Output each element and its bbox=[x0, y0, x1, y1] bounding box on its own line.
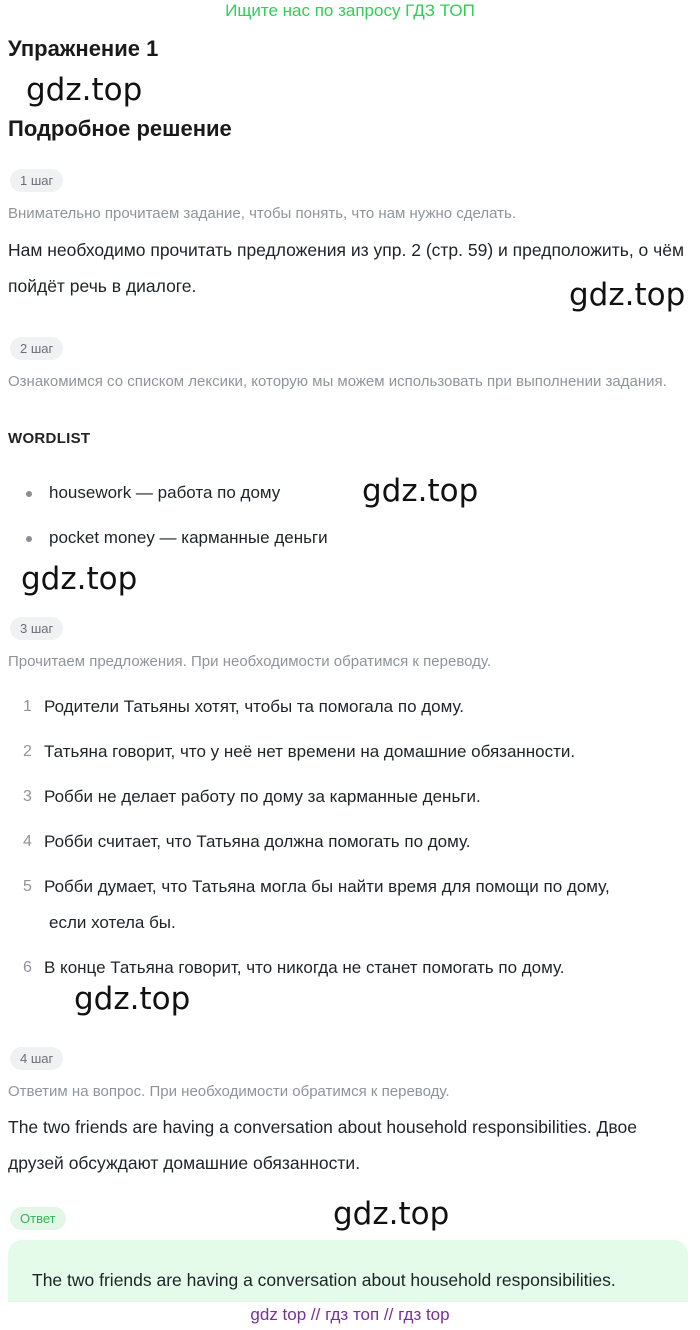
footer-links: gdz top // гдз топ // гдз top bbox=[0, 1302, 700, 1330]
watermark: gdz.top bbox=[26, 72, 143, 108]
watermark: gdz.top bbox=[74, 981, 191, 1017]
step-4-badge: 4 шаг bbox=[10, 1047, 63, 1070]
search-banner: Ищите нас по запросу ГДЗ ТОП bbox=[225, 1, 475, 20]
list-number: 4 bbox=[23, 833, 32, 850]
list-number: 3 bbox=[23, 788, 32, 805]
list-item: Робби считает, что Татьяна должна помогать по дому. bbox=[44, 832, 471, 851]
list-number: 5 bbox=[23, 878, 32, 895]
wordlist-item: pocket money — карманные деньги bbox=[49, 528, 328, 547]
watermark: gdz.top bbox=[21, 561, 138, 597]
step-3-badge: 3 шаг bbox=[10, 617, 63, 640]
list-item-continuation: если хотела бы. bbox=[49, 913, 176, 932]
step-4-hint: Ответим на вопрос. При необходимости обратимся к переводу. bbox=[8, 1083, 450, 1100]
step-4-text: The two friends are having a conversation about household responsibilities. Двое друзей обсуждают домашние обязанности. bbox=[8, 1117, 637, 1173]
step-1-hint: Внимательно прочитаем задание, чтобы понять, что нам нужно сделать. bbox=[8, 205, 517, 222]
list-number: 2 bbox=[23, 743, 32, 760]
step-1-badge: 1 шаг bbox=[10, 169, 63, 192]
step-3-hint: Прочитаем предложения. При необходимости обратимся к переводу. bbox=[8, 653, 492, 670]
watermark: gdz.top bbox=[333, 1196, 450, 1232]
solution-title: Подробное решение bbox=[8, 116, 232, 141]
exercise-title: Упражнение 1 bbox=[8, 36, 159, 61]
answer-badge: Ответ bbox=[10, 1207, 66, 1230]
watermark: gdz.top bbox=[569, 277, 686, 313]
step-2-hint: Ознакомимся со списком лексики, которую мы можем использовать при выполнении задания. bbox=[8, 373, 667, 390]
step-1-text: Нам необходимо прочитать предложения из упр. 2 (стр. 59) и предположить, о чём пойдёт речь в диалоге. bbox=[8, 240, 685, 296]
answer-text: The two friends are having a conversation about household responsibilities. bbox=[32, 1270, 616, 1290]
list-item: Татьяна говорит, что у неё нет времени на домашние обязанности. bbox=[44, 742, 576, 761]
list-item: Робби не делает работу по дому за карманные деньги. bbox=[44, 787, 481, 806]
list-number: 6 bbox=[23, 959, 32, 976]
list-item: Робби думает, что Татьяна могла бы найти время для помощи по дому, bbox=[44, 877, 610, 896]
list-item: Родители Татьяны хотят, чтобы та помогала по дому. bbox=[44, 697, 465, 716]
list-number: 1 bbox=[23, 698, 32, 715]
wordlist-heading: WORDLIST bbox=[8, 430, 91, 447]
list-item: В конце Татьяна говорит, что никогда не станет помогать по дому. bbox=[44, 958, 565, 977]
bullet-icon bbox=[26, 491, 32, 497]
wordlist-item: housework — работа по дому bbox=[49, 483, 281, 502]
step-2-badge: 2 шаг bbox=[10, 337, 63, 360]
bullet-icon bbox=[26, 536, 32, 542]
watermark: gdz.top bbox=[362, 473, 479, 509]
